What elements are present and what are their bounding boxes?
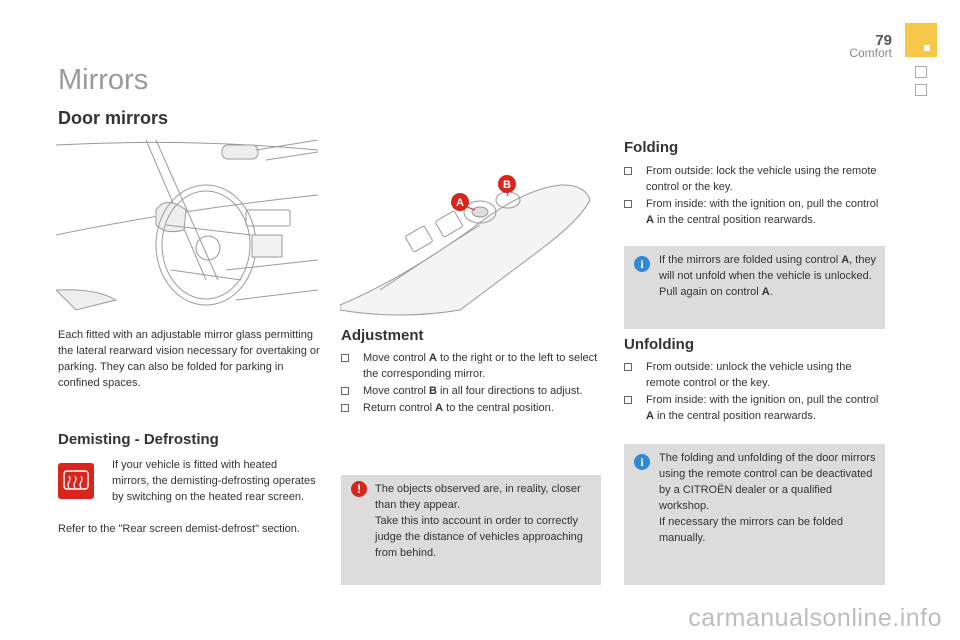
- tab-box-2: [915, 84, 927, 96]
- folding-note: If the mirrors are folded using control A, they will not unfold when the vehicle is unlocked. Pull again on control A.: [659, 254, 877, 298]
- cockpit-illustration: [56, 140, 318, 320]
- demisting-text: If your vehicle is fitted with heated mirrors, the demisting-defrosting operates by switching on the heated rear screen.: [112, 459, 316, 503]
- list-item: From outside: unlock the vehicle using the remote control or the key.: [624, 359, 882, 391]
- list-item: Return control A to the central position.: [341, 400, 599, 416]
- warning-callout: [341, 475, 601, 585]
- rear-defrost-icon: [58, 463, 94, 499]
- mirror-control-diagram: [340, 170, 602, 320]
- info-icon: i: [634, 454, 650, 470]
- list-item: From inside: with the ignition on, pull the control A in the central position rearwards.: [624, 196, 882, 228]
- list-item: Move control A to the right or to the left to select the corresponding mirror.: [341, 350, 599, 382]
- watermark: carmanualsonline.info: [688, 604, 942, 632]
- door-mirrors-heading: Door mirrors: [58, 108, 169, 128]
- info-icon: i: [634, 256, 650, 272]
- label-b: B: [503, 179, 511, 191]
- warning-text-1: The objects observed are, in reality, closer than they appear.: [375, 483, 581, 511]
- folding-steps: [624, 163, 882, 229]
- demisting-reference: Refer to the "Rear screen demist-defrost" section.: [58, 523, 300, 535]
- list-item: From inside: with the ignition on, pull the control A in the central position rearwards.: [624, 392, 882, 424]
- warning-icon: !: [351, 481, 367, 497]
- door-mirrors-intro: Each fitted with an adjustable mirror glass permitting the lateral rearward vision necessary for overtaking or parking. They can also be folded for parking in confined spaces.: [58, 329, 320, 389]
- unfolding-note-2: If necessary the mirrors can be folded manually.: [659, 516, 844, 544]
- unfolding-note-1: The folding and unfolding of the door mirrors using the remote control can be deactivated by a CITROËN dealer or a qualified workshop.: [659, 452, 876, 512]
- adjustment-steps: [341, 350, 599, 417]
- unfolding-steps: [624, 359, 882, 425]
- warning-text-2: Take this into account in order to correctly judge the distance of vehicles approaching from behind.: [375, 515, 583, 559]
- adjustment-heading: Adjustment: [341, 327, 424, 344]
- section-tab-marker: [905, 23, 937, 57]
- folding-info-callout: [624, 246, 885, 329]
- page-title: Mirrors: [58, 64, 149, 96]
- tab-box-1: [915, 66, 927, 78]
- unfolding-info-callout: [624, 444, 885, 585]
- list-item: From outside: lock the vehicle using the remote control or the key.: [624, 163, 882, 195]
- page-number: 79: [875, 32, 892, 49]
- label-a: A: [456, 197, 464, 209]
- demisting-heading: Demisting - Defrosting: [58, 431, 219, 448]
- list-item: Move control B in all four directions to adjust.: [341, 383, 599, 399]
- unfolding-heading: Unfolding: [624, 336, 694, 353]
- folding-heading: Folding: [624, 139, 679, 156]
- section-label: Comfort: [849, 46, 892, 60]
